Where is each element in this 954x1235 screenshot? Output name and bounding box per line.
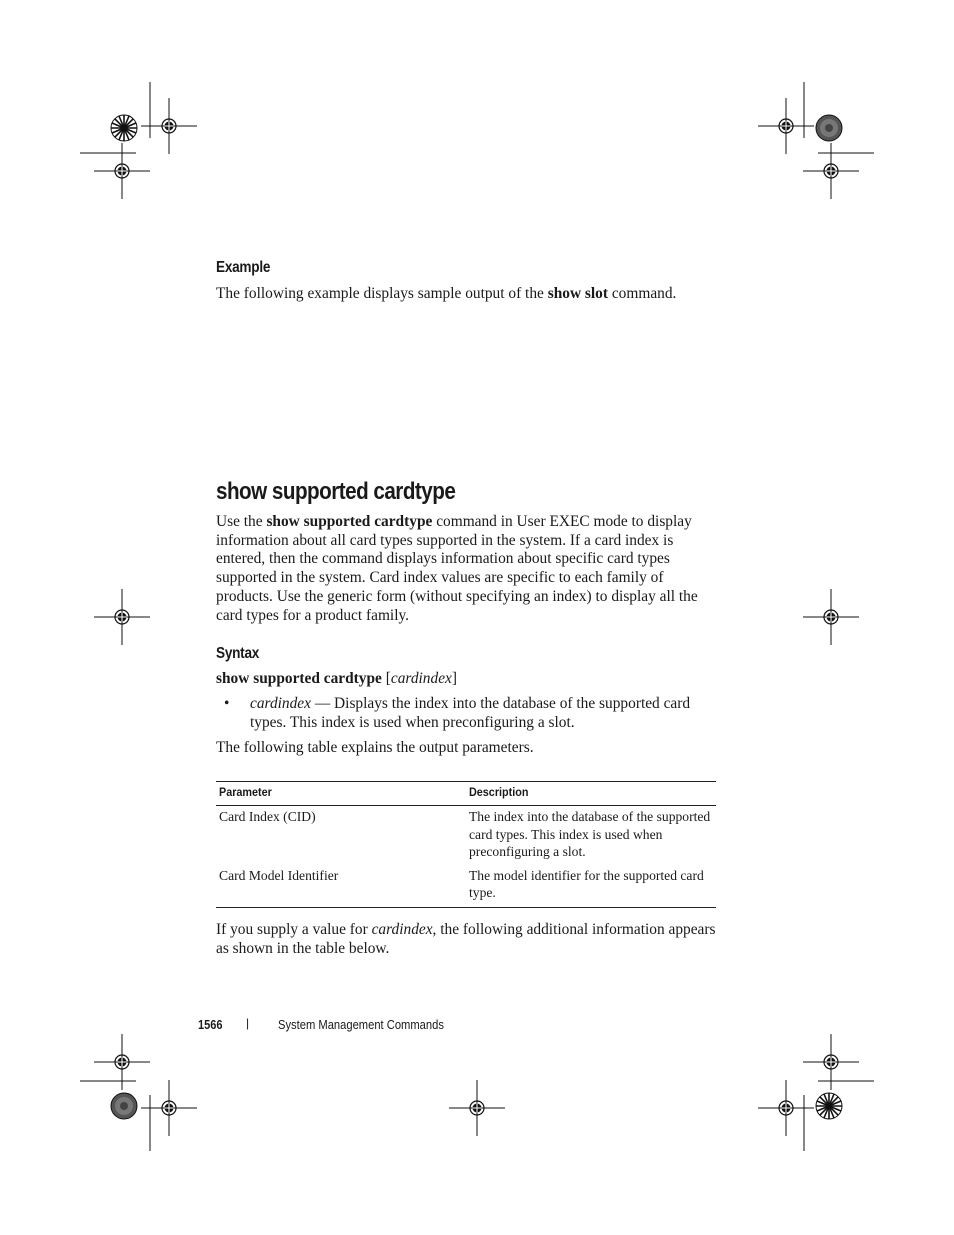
table-header-row: [216, 782, 716, 806]
table-cell-parameter: Card Index (CID): [219, 809, 316, 824]
syntax-command: show supported cardtype: [216, 670, 382, 687]
show-slot-command: show slot: [547, 285, 608, 302]
footer-chapter-title: System Management Commands: [278, 1017, 444, 1032]
column-header-parameter: Parameter: [216, 782, 466, 806]
bullet-marker: •: [224, 695, 230, 712]
page-title: show supported cardtype: [216, 478, 456, 505]
table-cell-description: The index into the database of the supported card types. This index is used when preconfiguring a slot.: [469, 809, 711, 860]
parameters-table: [216, 781, 716, 908]
intro-command: show supported cardtype: [266, 513, 433, 530]
table-row: [216, 806, 716, 867]
syntax-line: show supported cardtype [cardindex]: [216, 670, 457, 687]
syntax-heading: Syntax: [216, 645, 260, 662]
closing-paragraph: If you supply a value for cardindex, the following additional information appears as shown in the table below.: [216, 921, 716, 957]
table-intro: The following table explains the output parameters.: [216, 739, 534, 756]
table-row: [216, 867, 716, 908]
command-description: Use the show supported cardtype command in User EXEC mode to display information about all card types supported in the system. If a card index is entered, then the command displays information about specific card types supported in the system. Card index values are specific to each family of products. Use the generic form (without specifying an index) to display all the card types for a product family.: [216, 513, 698, 624]
bullet-item-cardindex: cardindex — Displays the index into the database of the supported card types. This index is used when preconfiguring a slot.: [250, 695, 691, 731]
table-cell-parameter: Card Model Identifier: [216, 867, 466, 908]
bullet-param: cardindex: [250, 695, 311, 712]
page-number: 1566: [198, 1017, 223, 1032]
footer-separator: |: [246, 1016, 250, 1030]
table-cell-description: The model identifier for the supported card type.: [466, 867, 716, 908]
closing-param: cardindex: [371, 921, 433, 938]
example-heading: Example: [216, 259, 271, 276]
column-header-description: Description: [466, 782, 716, 806]
syntax-param: cardindex: [390, 670, 452, 687]
example-description: The following example displays sample output of the show slot command.: [216, 285, 677, 302]
